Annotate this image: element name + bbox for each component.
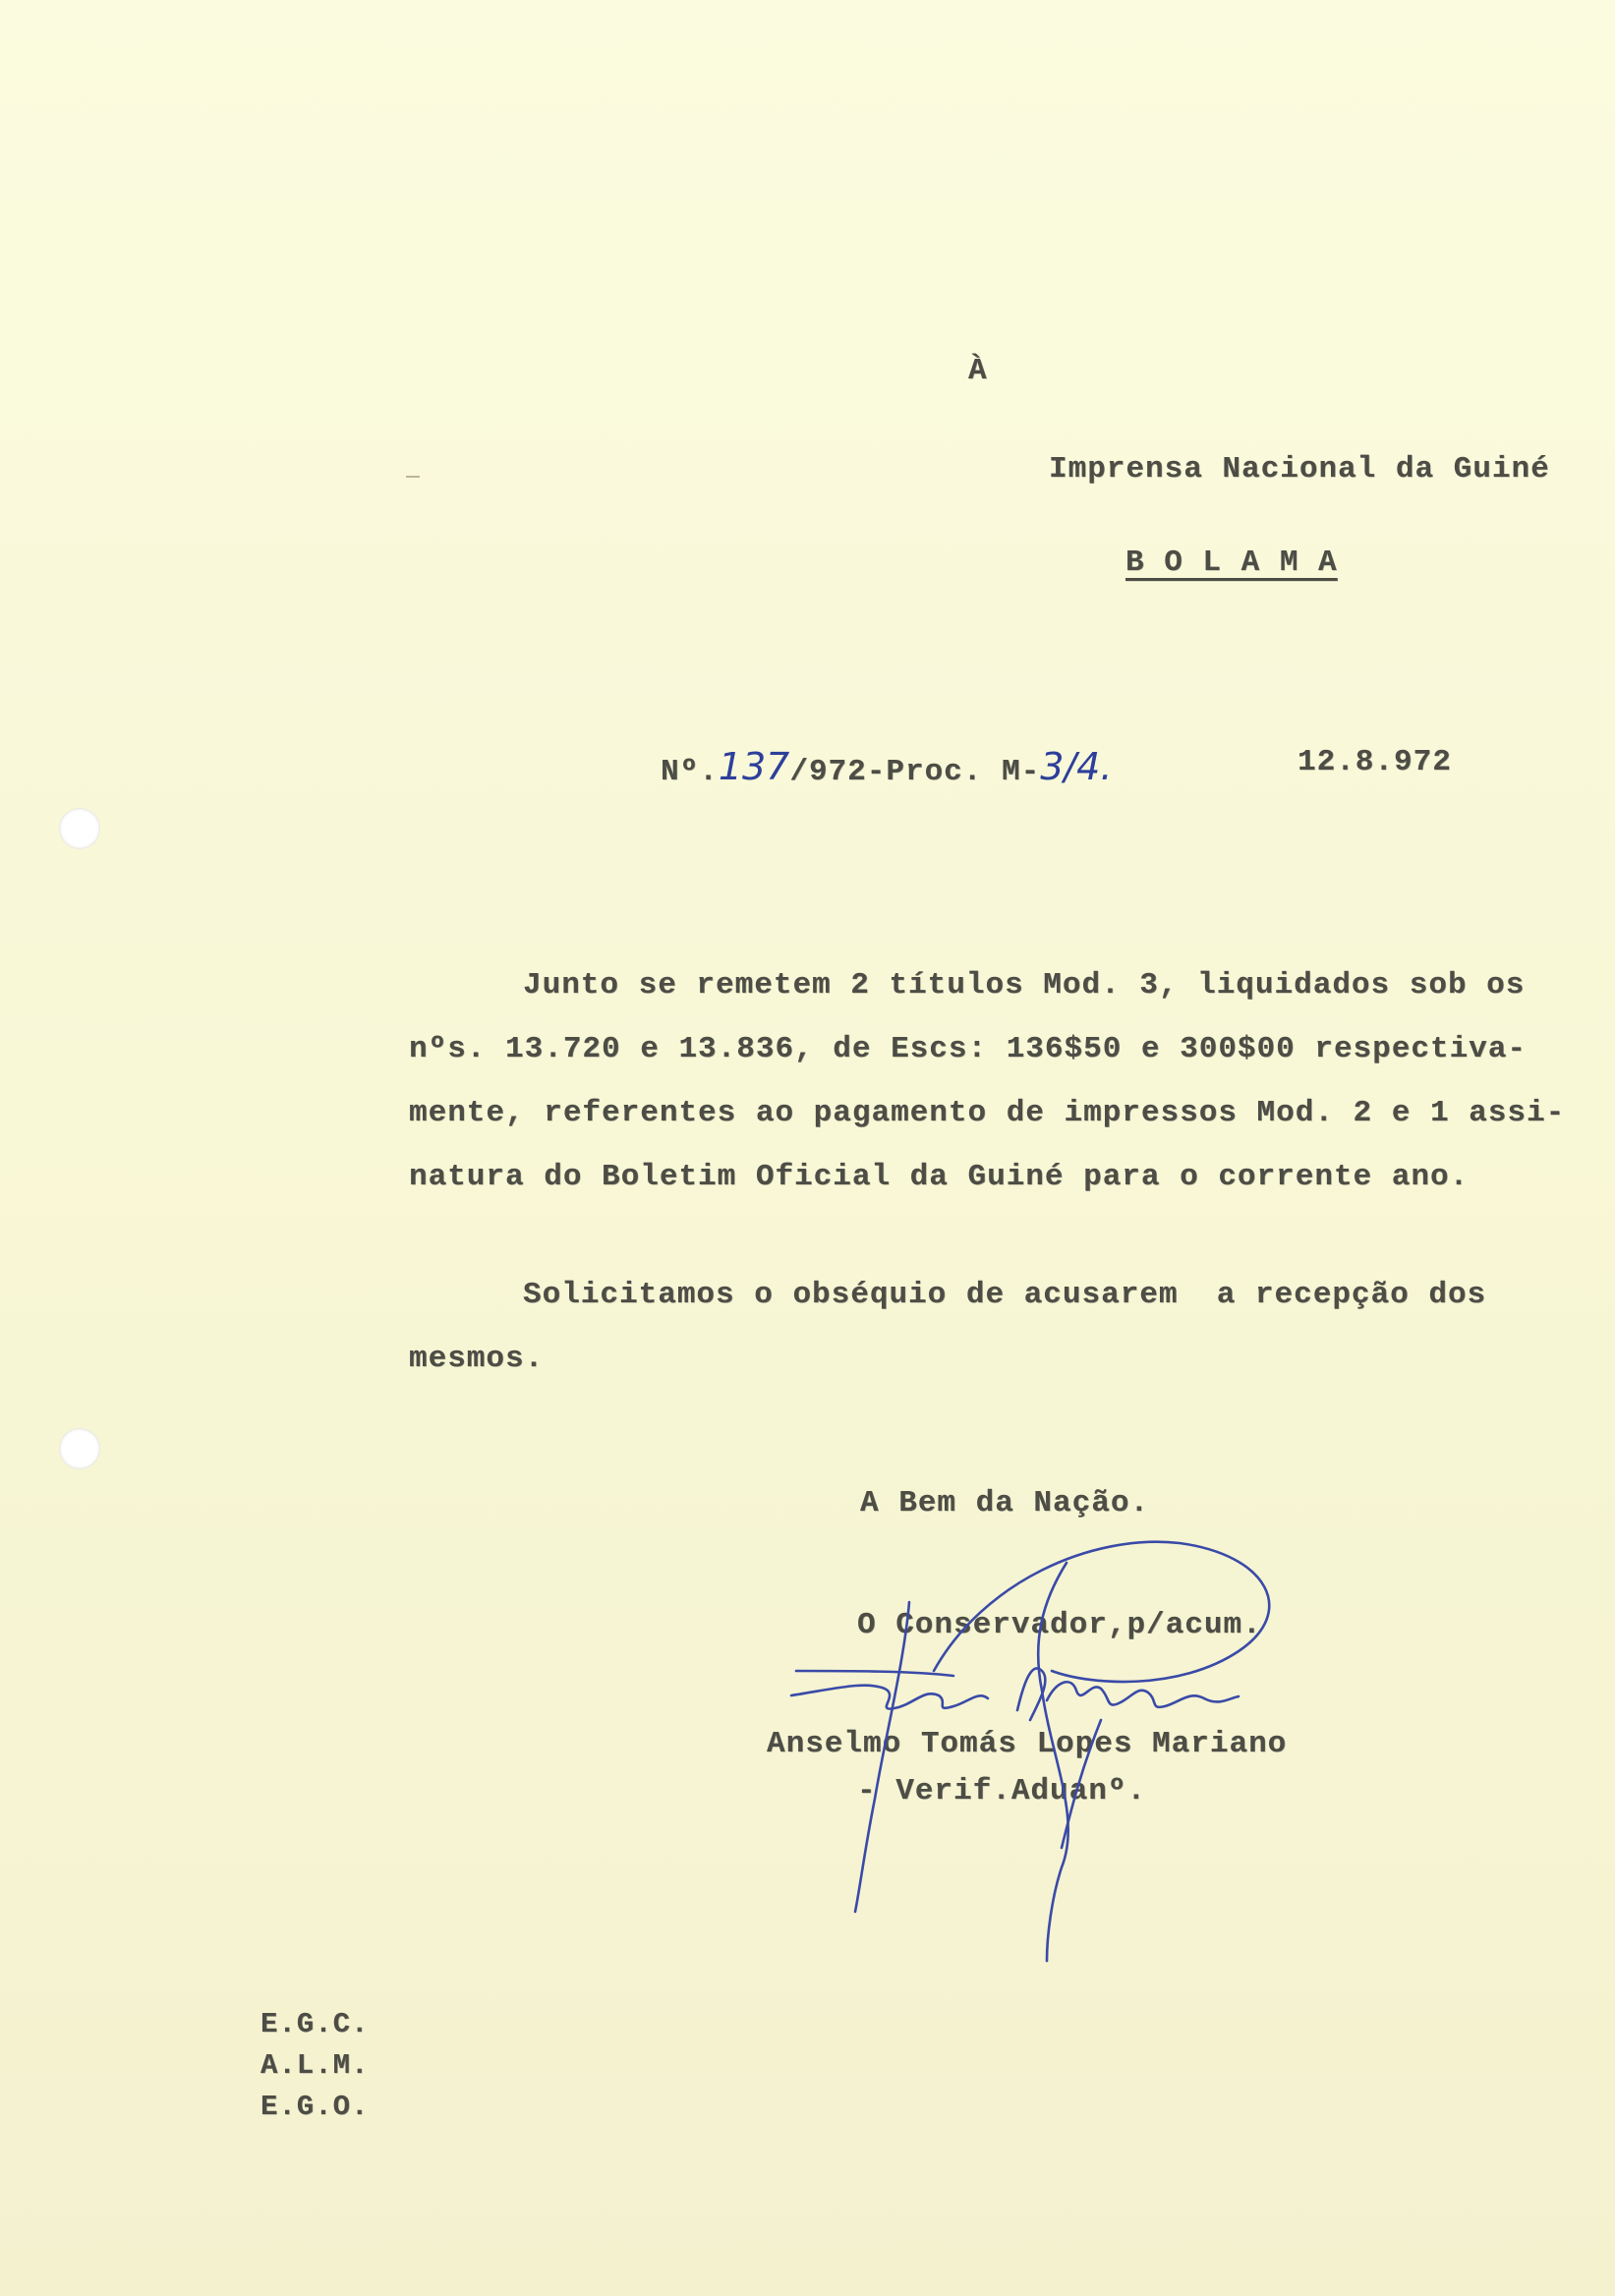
address-recipient: Imprensa Nacional da Guiné: [1049, 452, 1550, 487]
closing-title: - Verif.Aduanº.: [857, 1774, 1147, 1808]
closing-name: Anselmo Tomás Lopes Mariano: [767, 1727, 1288, 1761]
body-line-3: mente, referentes ao pagamento de impressos Mod. 2 e 1 assi-: [409, 1096, 1566, 1130]
reference-date: 12.8.972: [1298, 745, 1452, 779]
punch-hole-bottom: [59, 1428, 100, 1469]
closing-salutation: A Bem da Nação.: [860, 1486, 1150, 1521]
body-line-1: Junto se remetem 2 títulos Mod. 3, liquidados sob os: [523, 968, 1526, 1003]
address-prefix: À: [968, 354, 988, 388]
reference-process-handwritten: 3/4.: [1040, 745, 1113, 788]
initials-line-3: E.G.O.: [260, 2091, 370, 2123]
initials-line-2: A.L.M.: [260, 2049, 370, 2082]
body-line-6: mesmos.: [409, 1342, 545, 1376]
reference-line: [661, 745, 1112, 789]
body-line-2: nºs. 13.720 e 13.836, de Escs: 136$50 e 300$00 respectiva-: [409, 1032, 1527, 1066]
body-line-5: Solicitamos o obséquio de acusarem a recepção dos: [523, 1278, 1487, 1312]
reference-number-suffix: /972-Proc. M-: [789, 755, 1041, 789]
margin-mark: [406, 476, 420, 478]
closing-role: O Conservador,p/acum.: [857, 1608, 1262, 1642]
initials-line-1: E.G.C.: [260, 2008, 370, 2040]
body-line-4: natura do Boletim Oficial da Guiné para o corrente ano.: [409, 1160, 1470, 1194]
reference-number-handwritten: 137: [718, 745, 790, 788]
reference-number-prefix: Nº.: [661, 755, 719, 789]
punch-hole-top: [59, 808, 100, 849]
address-city: B O L A M A: [1125, 545, 1338, 580]
handwritten-signature: [767, 1523, 1317, 1976]
